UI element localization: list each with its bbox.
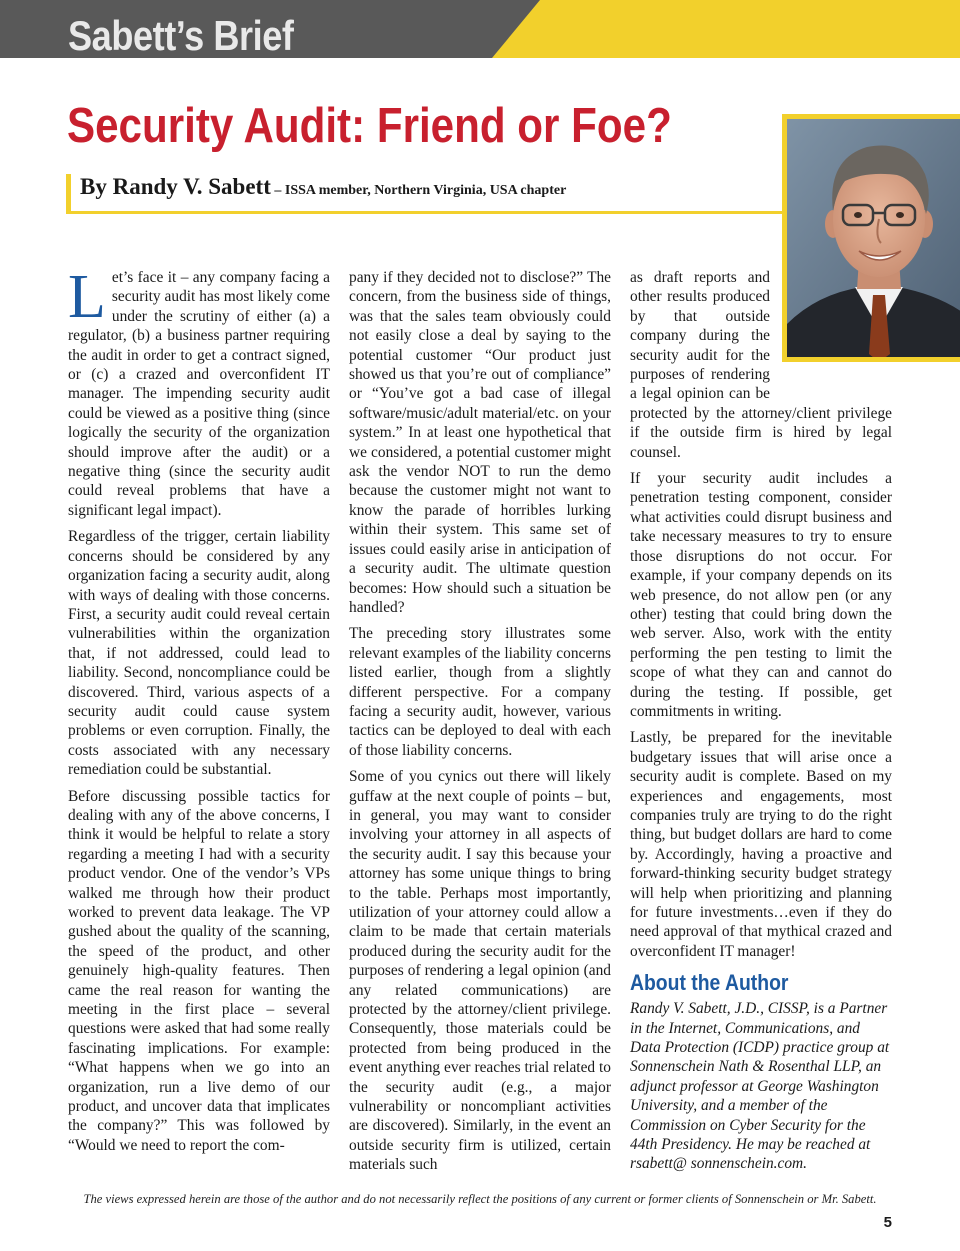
byline <box>80 174 566 200</box>
paragraph: Some of you cynics out there will likely guffaw at the next couple of points – but, in general, you may want to consider involving your attorney in all aspects of the security audit. I say this because your attorney has some unique things to bring to the table. Perhaps most importantly, utilization of your attorney could allow a claim to be made that certain materials produced during the security audit for the purposes of rendering a legal opinion (and any related communications) are protected by the attorney/client privilege. Consequently, those materials could be protected from being produced in the event anything ever reaches trial related to the security audit (e.g., a major vulnerability or noncompliant activities are discovered). Similarly, in the event an outside security firm is utilized, certain materials such <box>349 768 611 1174</box>
paragraph: Before discussing possible tactics for dealing with any of the above concerns, I think it would be helpful to relate a story regarding a meeting I had with a security product vendor. One of the vendor’s VPs walked me through how their product worked to prevent data leakage. The VP gushed about the quality of the scanning, the speed of the product, and other genuinely high-quality features. Then came the real reason for wanting the meeting in the first place – several questions were asked that had some really fascinating implications. For example: “What happens when we go into an organization, run a live demo of our product, and uncover data that implicates the company?” This was followed by “Would we need to report the com- <box>68 787 330 1154</box>
paragraph: Regardless of the trigger, certain liability concerns should be considered by any organization facing a security audit, along with ways of dealing with those concerns. First, a security audit could reveal certain vulnerabilities within the organization that, if not addressed, could lead to liability. Second, noncompliance could be discovered. Third, various aspects of a security audit could cause system problems or even corruption. Finally, the costs associated with any necessary remediation could be substantial. <box>68 528 330 779</box>
paragraph: The preceding story illustrates some relevant examples of the liability concerns listed earlier, though from a slightly different perspective. For a company facing a security audit, however, various tactics can be deployed to deal with each of those liability concerns. <box>349 625 611 759</box>
byline-affiliation: – ISSA member, Northern Virginia, USA chapter <box>270 183 567 198</box>
article-column-3 <box>630 268 892 1181</box>
drop-cap: L <box>68 263 106 331</box>
article-column-2 <box>349 268 611 1182</box>
paragraph: If your security audit includes a penetration testing component, consider what activities could disrupt business and take necessary measures to try to ensure those disruptions do not occur. For example, if your company depends on its web presence, do not allow pen (or any other) testing that could bring down the web server. Also, work with the entity performing the pen testing to limit the scope of what they can and cannot do during the testing. If possible, get commitments in writing. <box>630 470 892 720</box>
paragraph: Lastly, be prepared for the inevitable budgetary issues that will arise once a security audit is complete. Based on my experiences and engagements, most companies truly are trying to do the right thing, but budget dollars are hard to come by. Accordingly, having a proactive and forward-thinking security budget strategy will help when prioritizing and planning for future investments…even if they do need approval of that mythical crazed and overconfident IT manager! <box>630 729 892 960</box>
byline-author: By Randy V. Sabett <box>80 174 271 199</box>
byline-rule <box>66 211 782 214</box>
photo-wrap-space <box>770 268 892 390</box>
paragraph: pany if they decided not to disclose?” The concern, from the business side of things, was that the sales team obviously could not easily close a deal by saying to the potential customer “Our product just showed us that you’re out of compliance” or “You’ve got a bad case of illegal software/music/adult material/etc. on your system.” In at least one hypothetical that we considered, a potential customer might ask the vendor NOT to run the demo because the customer might not want to know the parade of horribles lurking within their system. This same set of issues could easily arise in anticipation of a security audit. The ultimate question becomes: How should such a situation be handled? <box>349 269 611 616</box>
disclaimer: The views expressed herein are those of the author and do not necessarily reflect the positions of any current or former clients of Sonnenschein or Mr. Sabett. <box>83 1192 877 1206</box>
byline-accent-bar <box>66 174 71 214</box>
paragraph <box>68 263 330 520</box>
about-author-body: Randy V. Sabett, J.D., CISSP, is a Partner in the Internet, Communications, and Data Protection (ICDP) practice group at Sonnenschein Nath & Rosenthal LLP, an adjunct professor at George Washington University, and a member of the Commission on Cyber Security for the 44th Presidency. He may be reached at rsabett@ sonnenschein.com. <box>630 1000 890 1173</box>
article-title: Security Audit: Friend or Foe? <box>67 99 672 153</box>
column-name: Sabett’s Brief <box>68 12 294 59</box>
paragraph-text: et’s face it – any company facing a security audit has most likely come under the scrutiny of either (a) a regulator, (b) a business partner requiring the audit in order to get a contract signed, or (c) a crazed and overconfident IT manager. The impending security audit could be viewed as a positive thing (since logically the security of the organization should improve after the audit) or a negative thing (since the security audit could reveal problems that have a significant legal impact). <box>68 269 330 519</box>
page-number: 5 <box>883 1214 892 1231</box>
about-author-heading: About the Author <box>630 970 789 996</box>
paragraph: as draft reports and other results produced by that outside company during the security audit for the purposes of rendering a legal opinion can be protected by the attorney/client privilege if the outside firm is hired by legal counsel. <box>630 269 892 461</box>
article-column-1 <box>68 263 330 1162</box>
